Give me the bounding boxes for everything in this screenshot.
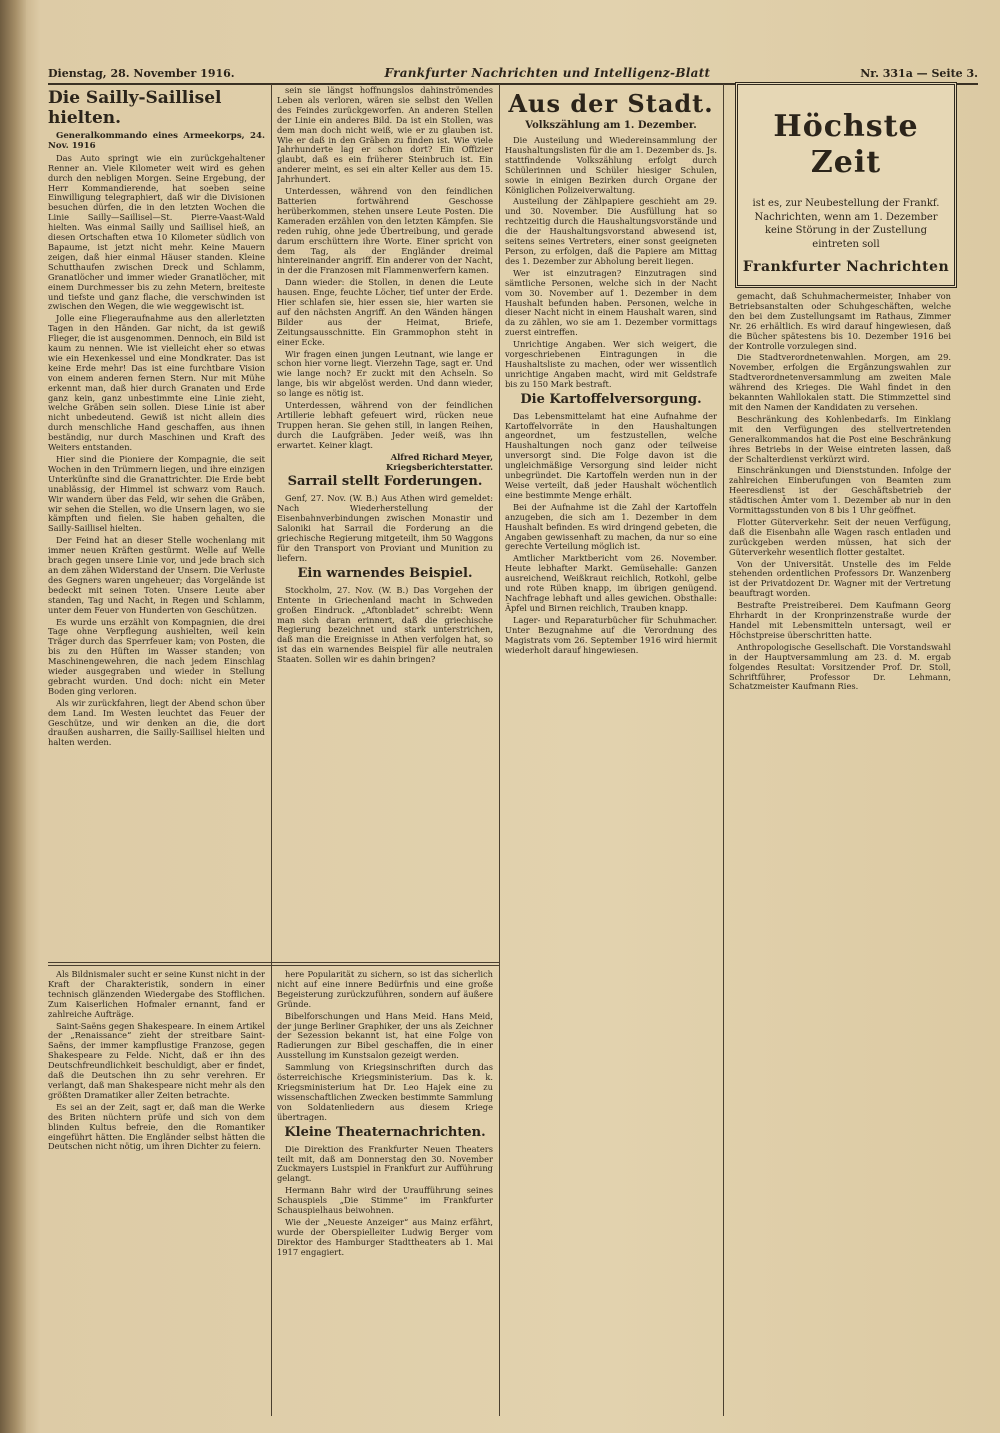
paragraph: Bibelforschungen und Hans Meid. Hans Meid, der junge Berliner Graphiker, der uns als Zeichner der Sezession bekannt ist, hat eine Folge von Radierungen zur Bibel geschaffen, die in einer Ausstellung im Kunstsalon gezeigt werden.	[277, 1010, 493, 1061]
paragraph: Von der Universität. Unstelle des im Felde stehenden ordentlichen Professors Dr. Wanzenberg ist der Privatdozent Dr. Wagner mit der Vertretung beauftragt worden.	[729, 558, 951, 599]
paragraph: Bestrafte Preistreiberei. Dem Kaufmann Georg Ehrhardt in der Kronprinzenstraße wurde der Handel mit Lebensmitteln untersagt, weil er Höchstpreise überschritten hatte.	[729, 600, 951, 640]
paragraph: Die Austeilung und Wiedereinsammlung der Haushaltungslisten für die am 1. Dezember ds. Js. stattfindende Volkszählung erfolgt durch Schülerinnen und Schüler hiesiger Schulen, sowie in einigen Bezirken durch Organe der Königlichen Polizeiverwaltung.	[505, 135, 717, 195]
paragraph: Unterdessen, während von der feindlichen Artillerie lebhaft gefeuert wird, rücken neue Truppen heran. Sie gehen still, in langen Reihen, durch die Laufgräben. Jeder weiß, was ihn erwartet. Keiner klagt.	[277, 400, 493, 450]
article-title: Die Sailly-Saillisel hielten.	[48, 88, 222, 128]
paragraph: Flotter Güterverkehr. Seit der neuen Verfügung, daß die Eisenbahn alle Wagen rasch entladen und zurückgeben werden müssen, hat sich der Güterverkehr wesentlich flotter gestaltet.	[729, 516, 951, 557]
notice-text: ist es, zur Neubestellung der Frankf. Nachrichten, wenn am 1. Dezember keine Störung in der Zustellung eintreten soll	[752, 198, 940, 250]
feuilleton-column-2	[277, 970, 493, 1416]
paragraph: Wer ist einzutragen? Einzutragen sind sämtliche Personen, welche sich in der Nacht vom 30. November auf 1. Dezember in dem Haushalt befunden haben. Personen, welche in dieser Nacht nicht in einem Haushalt waren, sind da zu zählen, wo sie am 1. Dezember vormittags zuerst eintreffen.	[505, 267, 717, 338]
article-title: Die Kartoffelversorgung.	[520, 391, 702, 407]
paragraph: Als Bildnismaler sucht er seine Kunst nicht in der Kraft der Charakteristik, sondern in einer technisch glänzenden Wiedergabe des Stofflichen. Zum Kaiserlichen Hofmaler ernannt, fand er zahlreiche Aufträge.	[48, 970, 265, 1019]
page-header	[48, 58, 978, 85]
page-binding-edge	[0, 0, 26, 1433]
paragraph: Unterdessen, während von den feindlichen Batterien fortwährend Geschosse herüberkommen, stehen unsere Leute Posten. Die Kameraden erzählen von den letzten Kämpfen. Sie reden ruhig, ohne jede Übertreibung, und gerade darum erschüttern ihre Worte. Einer spricht von dem Tag, als der Engländer dreimal hintereinander angriff. Ein anderer von der Nacht, in der die Franzosen mit Flammenwerfern kamen.	[277, 186, 493, 276]
paragraph: Genf, 27. Nov. (W. B.) Aus Athen wird gemeldet: Nach Wiederherstellung der Eisenbahnverbindungen zwischen Monastir und Saloniki hat Sarrail die Forderung an die griechische Regierung mitgeteilt, ihm 50 Waggons für den Transport von Proviant und Munition zu liefern.	[277, 493, 493, 563]
feuilleton-rule	[48, 962, 499, 963]
article-title: Kleine Theaternachrichten.	[284, 1124, 486, 1140]
paragraph: Das Auto springt wie ein zurückgehaltener Renner an. Viele Kilometer weit wird es gehen durch den nebligen Morgen. Seine Ergebung, der Herr Kommandierende, hat soeben seine Einwilligung telegraphiert, daß wir die Divisionen besuchen dürfen, die in den letzten Wochen die Linie Sailly—Saillisel—St. Pierre-Vaast-Wald hielten. Was einmal Sailly und Saillisel hieß, an diesen Ortschaften etwa 10 Kilometer südlich von Bapaume, ist jetzt nicht mehr. Keine Mauern zeigen, daß hier einmal Häuser standen. Kleine Schutthaufen zwischen Dreck und Schlamm, Granatlöcher und immer wieder Granatlöcher, mit einem Durchmesser bis zu zehn Metern, breiteste und tiefste und ganz flache, die verschwinden ist zwischen den Wegen, die wie weggewischt ist.	[48, 152, 265, 312]
feuilleton-column-1	[48, 970, 265, 1416]
article-column-4	[729, 292, 951, 1416]
paragraph: Wie der „Neueste Anzeiger“ aus Mainz erfährt, wurde der Oberspielleiter Ludwig Berger vom Direktor des Hamburger Stadttheaters ab 1. Mai 1917 engagiert.	[277, 1216, 493, 1257]
article-title: Volkszählung am 1. Dezember.	[525, 120, 697, 131]
paragraph: Einschränkungen und Dienststunden. Infolge der zahlreichen Einberufungen von Beamten zum Heeresdienst ist der Geschäftsbetrieb der städtischen Ämter vom 1. Dezember ab nur in den Vormittagsstunden von 8 bis 1 Uhr geöffnet.	[729, 465, 951, 516]
paragraph: Anthropologische Gesellschaft. Die Vorstandswahl in der Hauptversammlung am 23. d. M. ergab folgendes Resultat: Vorsitzender Prof. Dr. Stoll, Schriftführer, Professor Dr. Lehmann, Schatzmeister Kaufmann Ries.	[729, 641, 951, 692]
paragraph: Austeilung der Zählpapiere geschieht am 29. und 30. November. Die Ausfüllung hat so rechtzeitig durch die Haushaltungsvorstände und die der Haushaltungsvorstand abwesend ist, seitens seines Vertreters, einer sonst geeigneten Person, zu erfolgen, daß die Papiere am Mittag des 1. Dezember zur Abholung bereit liegen.	[505, 196, 717, 266]
header-date: Dienstag, 28. November 1916.	[48, 67, 235, 80]
notice-publisher: Frankfurter Nachrichten	[742, 259, 950, 275]
paragraph: Dann wieder: die Stollen, in denen die Leute hausen. Enge, feuchte Löcher, tief unter der Erde. Hier schlafen sie, hier essen sie, hier warten sie auf den nächsten Angriff. An den Wänden hängen Bilder aus der Heimat, Briefe, Zeitungsausschnitte. Ein Grammophon steht in einer Ecke.	[277, 277, 493, 347]
notice-title: Höchste Zeit	[773, 109, 919, 180]
author-signature: Alfred Richard Meyer, Kriegsberichterstatter.	[386, 451, 493, 472]
paragraph: Das Lebensmittelamt hat eine Aufnahme der Kartoffelvorräte in den Haushaltungen angeordnet, um festzustellen, welche Haushaltungen noch ganz oder teilweise unversorgt sind. Die Folge davon ist die ungleichmäßige Versorgung sind leider nicht unbegründet. Die Kartoffeln werden nun in der Weise verteilt, daß jeder Haushalt wöchentlich eine bestimmte Menge erhält.	[505, 410, 717, 500]
paragraph: Es sei an der Zeit, sagt er, daß man die Werke des Briten nüchtern prüfe und sich von dem blinden Kultus befreie, den die Romantiker eingeführt hätten. Die Engländer selbst hätten die Deutschen nicht nötig, um ihren Dichter zu feiern.	[48, 1101, 265, 1152]
paragraph: Bei der Aufnahme ist die Zahl der Kartoffeln anzugeben, die sich am 1. Dezember in dem Haushalt befinden. Es wird dringend gebeten, die Angaben gewissenhaft zu machen, da nur so eine gerechte Verteilung möglich ist.	[505, 501, 717, 552]
paragraph: Hermann Bahr wird der Uraufführung seines Schauspiels „Die Stimme“ im Frankfurter Schauspielhaus beiwohnen.	[277, 1185, 493, 1216]
paragraph: Lager- und Reparaturbücher für Schuhmacher. Unter Bezugnahme auf die Verordnung des Magistrats vom 26. September 1916 wird hiermit wiederholt darauf hingewiesen.	[505, 614, 717, 655]
feuilleton-rule	[48, 965, 499, 966]
header-masthead: Frankfurter Nachrichten und Intelligenz-Blatt	[384, 66, 711, 80]
subscription-notice-box	[735, 82, 957, 288]
paragraph: Unrichtige Angaben. Wer sich weigert, die vorgeschriebenen Eintragungen in die Haushaltsliste zu machen, oder wer wissentlich unrichtige Angaben macht, wird mit Geldstrafe bis zu 150 Mark bestraft.	[505, 339, 717, 389]
paragraph: gemacht, daß Schuhmachermeister, Inhaber von Betriebsanstalten oder Schuhgeschäften, welche den bei dem Zustellungsamt im Rathaus, Zimmer Nr. 26 erhältlich. Es wird darauf hingewiesen, daß die Bücher spätestens bis 10. Dezember 1916 bei der Kontrolle vorzulegen sind.	[729, 292, 951, 351]
paragraph: Es wurde uns erzählt von Kompagnien, die drei Tage ohne Verpflegung aushielten, weil kein Träger durch das Sperrfeuer kam; von Posten, die bis zu den Hüften im Wasser standen; von Maschinengewehren, die nach jedem Einschlag wieder ausgegraben und wieder in Stellung gebracht wurden. Und doch: nicht ein Meter Boden ging verloren.	[48, 616, 265, 696]
paragraph: sein sie längst hoffnungslos dahinströmendes Leben als verloren, wären sie selbst den Wellen des Feindes zurückgeworfen. An anderen Stellen der Linie ein anderes Bild. Da ist ein Stollen, was dem man doch nicht weiß, wie er zu glauben ist. Wie er daß in den Gräben zu finden ist. Wie viele Jahrhunderte lag er schon dort? Ein Offizier glaubt, daß es ein früherer Steinbruch ist. Ein anderer meint, es sei ein alter Keller aus dem 15. Jahrhundert.	[277, 86, 493, 185]
paragraph: Beschränkung des Kohlenbedarfs. Im Einklang mit den Verfügungen des stellvertretenden Generalkommandos hat die Post eine Beschränkung ihres Betriebs in der Weise eintreten lassen, daß der Schalterdienst verkürzt wird.	[729, 413, 951, 464]
header-page-number: Nr. 331a — Seite 3.	[860, 67, 978, 80]
paragraph: Der Feind hat an dieser Stelle wochenlang mit immer neuen Kräften gestürmt. Welle auf Welle brach gegen unsere Linie vor, und jede brach sich an dem zähen Widerstand der Unsern. Die Verluste des Gegners waren ungeheuer; das Vorgelände ist bedeckt mit seinen Toten. Unsere Leute aber standen, Tag und Nacht, in Regen und Schlamm, unter dem Feuer von Hunderten von Geschützen.	[48, 535, 265, 615]
paragraph: Stockholm, 27. Nov. (W. B.) Das Vorgehen der Entente in Griechenland macht in Schweden großen Eindruck. „Aftonbladet“ schreibt: Wenn man sich daran erinnert, daß die griechische Regierung bezeichnet und stark unterstrichen, daß man die Ereignisse in Athen verfolgen hat, so ist das ein warnendes Beispiel für alle neutralen Staaten. Sollen wir es dahin bringen?	[277, 584, 493, 665]
paragraph: Hier sind die Pioniere der Kompagnie, die seit Wochen in den Trümmern liegen, und ihre einzigen Unterkünfte sind die Granattrichter. Die Erde bebt unablässig, der Himmel ist schwarz vom Rauch. Wir wandern über das Feld, wir sehen die Gräben, wir sehen die Stellen, wo die Unsern lagen, wo sie kämpften und fielen. Sie haben gehalten, die Sailly-Saillisel hielten.	[48, 454, 265, 534]
article-dateline: Generalkommando eines Armeekorps, 24. Nov. 1916	[48, 131, 265, 151]
column-rule	[271, 84, 272, 1416]
paragraph: Saint-Saëns gegen Shakespeare. In einem Artikel der „Renaissance“ zieht der streitbare Saint-Saëns, der immer kampflustige Franzose, gegen Shakespeare zu Felde. Nicht, daß er ihn des Deutschfreundlichkeit beschuldigt, aber er findet, daß die Deutschen ihn zu sehr verehren. Er verlangt, daß man Shakespeare nicht mehr als den größten Dramatiker aller Zeiten betrachte.	[48, 1020, 265, 1100]
paragraph: Sammlung von Kriegsinschriften durch das österreichische Kriegsministerium. Das k. k. Kriegsministerium hat Dr. Leo Hajek eine zu wissenschaftlichen Zwecken bestimmte Sammlung von Soldatenliedern aus diesem Kriege übertragen.	[277, 1062, 493, 1122]
article-sailly	[48, 86, 265, 958]
paragraph: here Popularität zu sichern, so ist das sicherlich nicht auf eine innere Bedürfnis und eine große Begeisterung zurückzuführen, sondern auf äußere Gründe.	[277, 970, 493, 1009]
paragraph: Wir fragen einen jungen Leutnant, wie lange er schon hier vorne liegt. Vierzehn Tage, sagt er. Und wie lange noch? Er zuckt mit den Achseln. So lange, bis wir abgelöst werden. Und dann wieder, so lange es nötig ist.	[277, 348, 493, 399]
paragraph: Jolle eine Fliegeraufnahme aus den allerletzten Tagen in den Händen. Gar nicht, da ist gewiß Flieger, die ist ausgenommen. Dennoch, ein Bild ist kaum zu nennen. Wie ist vielleicht eher so etwas wie ein Hexenkessel und eine Mondkrater. Das ist keine Erde mehr! Das ist eine furchtbare Vision von einem anderen fernen Stern. Nur mit Mühe erkennt man, daß hier durch Granaten und Erde ganz kein, ganz unbestimmte eine Linie zieht, welche Gräben sein sollen. Diese Linie ist aber nicht unbedeutend. Gewiß ist nicht allein dies durch menschliche Hand geschaffen, aus ihnen beständig, nur durch Maschinen und Kraft des Weiters entstanden.	[48, 313, 265, 453]
article-title: Ein warnendes Beispiel.	[297, 565, 473, 581]
paragraph: Die Stadtverordnetenwahlen. Morgen, am 29. November, erfolgen die Ergänzungswahlen zur Stadtverordnetenversammlung am zweiten Male während des Krieges. Die Wahl findet in den bekannten Wahllokalen statt. Die Stimmzettel sind mit den Namen der Kandidaten zu versehen.	[729, 352, 951, 412]
paragraph: Die Direktion des Frankfurter Neuen Theaters teilt mit, daß am Donnerstag den 30. November Zuckmayers Lustspiel in Frankfurt zur Aufführung gelangt.	[277, 1143, 493, 1184]
column-rule	[499, 84, 500, 1416]
paragraph: Als wir zurückfahren, liegt der Abend schon über dem Land. Im Westen leuchtet das Feuer der Geschütze, und wir denken an die, die dort draußen ausharren, die Sailly-Saillisel hielten und halten werden.	[48, 697, 265, 748]
article-title: Sarrail stellt Forderungen.	[287, 474, 483, 490]
paragraph: Amtlicher Marktbericht vom 26. November. Heute lebhafter Markt. Gemüsehalle: Ganzen ausreichend, Weißkraut reichlich, Rotkohl, gelbe und rote Rüben knapp, im übrigen genügend. Nachfrage lebhaft und alles gewichen. Obsthalle: Äpfel und Birnen reichlich, Trauben knapp.	[505, 553, 717, 613]
section-stadt	[505, 86, 717, 1416]
article-column-2	[277, 86, 493, 958]
column-rule	[723, 84, 724, 1416]
section-title: Aus der Stadt.	[508, 89, 714, 118]
